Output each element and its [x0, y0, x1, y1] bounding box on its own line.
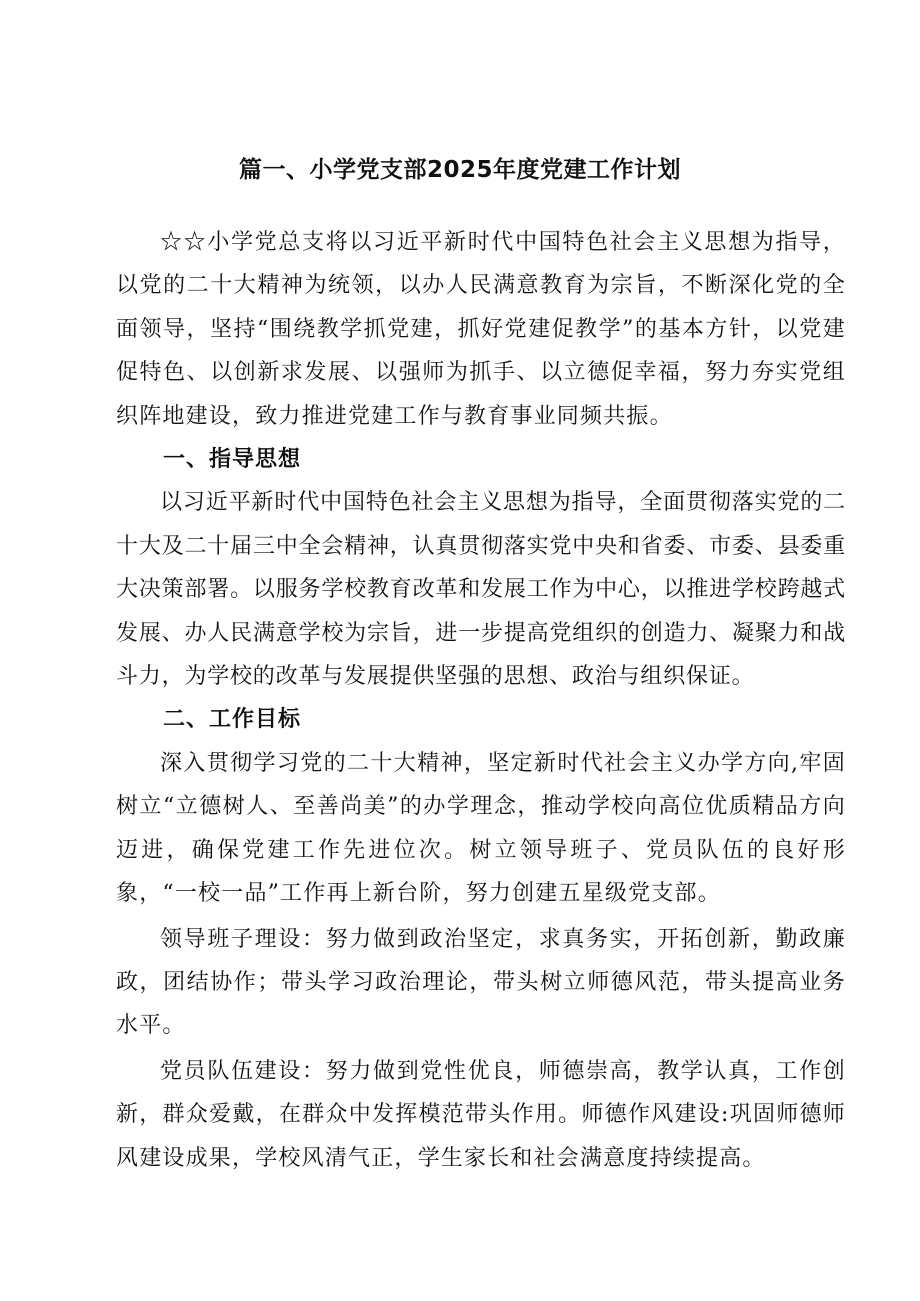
document-body: [116, 221, 846, 1180]
party-member-paragraph: 党员队伍建设：努力做到党性优良，师德崇高，教学认真，工作创新，群众爱戴，在群众中发挥模范带头作用。师德作风建设:巩固师德师风建设成果，学校风清气正，学生家长和社会满意度持续提高。: [116, 1058, 846, 1171]
work-goals-paragraph: 深入贯彻学习党的二十大精神，坚定新时代社会主义办学方向,牢固树立“立德树人、至善尚美”的办学理念，推动学校向高位优质精品方向迈进，确保党建工作先进位次。树立领导班子、党员队伍的良好形象，“一校一品”工作再上新台阶，努力创建五星级党支部。: [116, 750, 846, 907]
leadership-paragraph: 领导班子理设：努力做到政治坚定，求真务实，开拓创新，勤政廉政，团结协作；带头学习政治理论，带头树立师德风范，带头提高业务水平。: [116, 926, 846, 1039]
guiding-ideology-paragraph: 以习近平新时代中国特色社会主义思想为指导，全面贯彻落实党的二十大及二十届三中全会精神，认真贯彻落实党中央和省委、市委、县委重大决策部署。以服务学校教育改革和发展工作为中心，以推进学校跨越式发展、办人民满意学校为宗旨，进一步提高党组织的创造力、凝聚力和战斗力，为学校的改革与发展提供坚强的思想、政治与组织保证。: [116, 490, 846, 690]
intro-paragraph: ☆☆小学党总支将以习近平新时代中国特色社会主义思想为指导，以党的二十大精神为统领，以办人民满意教育为宗旨，不断深化党的全面领导，坚持“围绕教学抓党建，抓好党建促教学”的基本方针，以党建促特色、以创新求发展、以强师为抓手、以立德促幸福，努力夯实党组织阵地建设，致力推进党建工作与教育事业同频共振。: [116, 230, 846, 429]
section-heading-guiding-ideology: 一、指导思想: [163, 447, 302, 473]
section-heading-work-goals: 二、工作目标: [163, 707, 302, 733]
document-title: 篇一、小学党支部2025年度党建工作计划: [238, 157, 681, 183]
